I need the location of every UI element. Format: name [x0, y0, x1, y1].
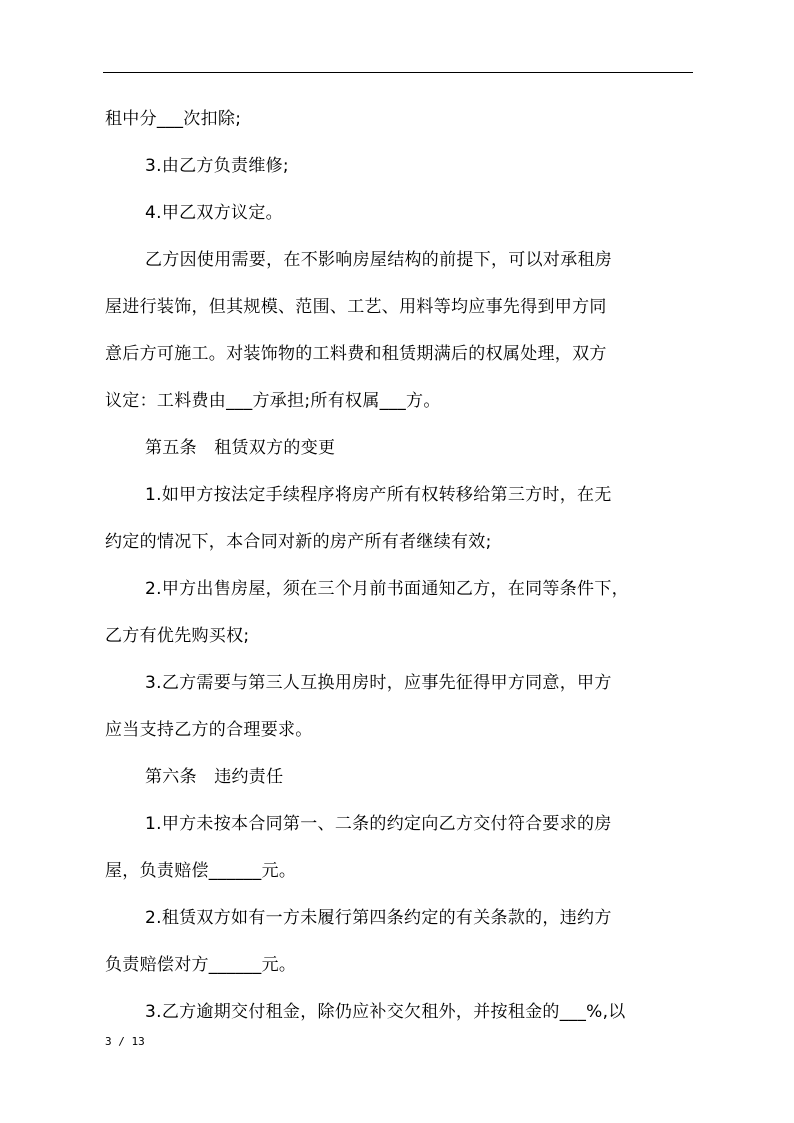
text-line-item-2: 2.甲方出售房屋，须在三个月前书面通知乙方，在同等条件下， — [145, 579, 629, 599]
text-line-paragraph: 议定：工料费由___方承担;所有权属___方。 — [105, 391, 441, 411]
text-line-paragraph: 约定的情况下，本合同对新的房产所有者继续有效; — [105, 532, 492, 552]
text-line-item-3: 3.由乙方负责维修; — [145, 156, 289, 176]
section-heading-article-5: 第五条 租赁双方的变更 — [145, 438, 336, 458]
text-line-continuation: 租中分___次扣除; — [105, 109, 242, 129]
text-line-item-1: 1.如甲方按法定手续程序将房产所有权转移给第三方时，在无 — [145, 485, 612, 505]
text-line-item-2: 2.租赁双方如有一方未履行第四条约定的有关条款的，违约方 — [145, 908, 612, 928]
text-line-item-1: 1.甲方未按本合同第一、二条的约定向乙方交付符合要求的房 — [145, 814, 612, 834]
text-line-item-3: 3.乙方需要与第三人互换用房时，应事先征得甲方同意，甲方 — [145, 673, 612, 693]
text-line-item-4: 4.甲乙双方议定。 — [145, 203, 283, 223]
section-heading-article-6: 第六条 违约责任 — [145, 767, 284, 787]
text-line-paragraph: 乙方有优先购买权; — [105, 626, 250, 646]
text-line-paragraph: 意后方可施工。对装饰物的工料费和租赁期满后的权属处理，双方 — [105, 344, 607, 364]
text-line-paragraph: 负责赔偿对方______元。 — [105, 955, 297, 975]
text-line-item-3: 3.乙方逾期交付租金，除仍应补交欠租外，并按租金的___%,以 — [145, 1002, 626, 1022]
text-line-paragraph: 应当支持乙方的合理要求。 — [105, 720, 313, 740]
page-number: 3 / 13 — [105, 1035, 145, 1048]
text-line-paragraph: 屋，负责赔偿______元。 — [105, 861, 297, 881]
header-rule — [103, 72, 693, 73]
text-line-paragraph: 乙方因使用需要，在不影响房屋结构的前提下，可以对承租房 — [145, 250, 613, 270]
text-line-paragraph: 屋进行装饰，但其规模、范围、工艺、用料等均应事先得到甲方同 — [105, 297, 607, 317]
